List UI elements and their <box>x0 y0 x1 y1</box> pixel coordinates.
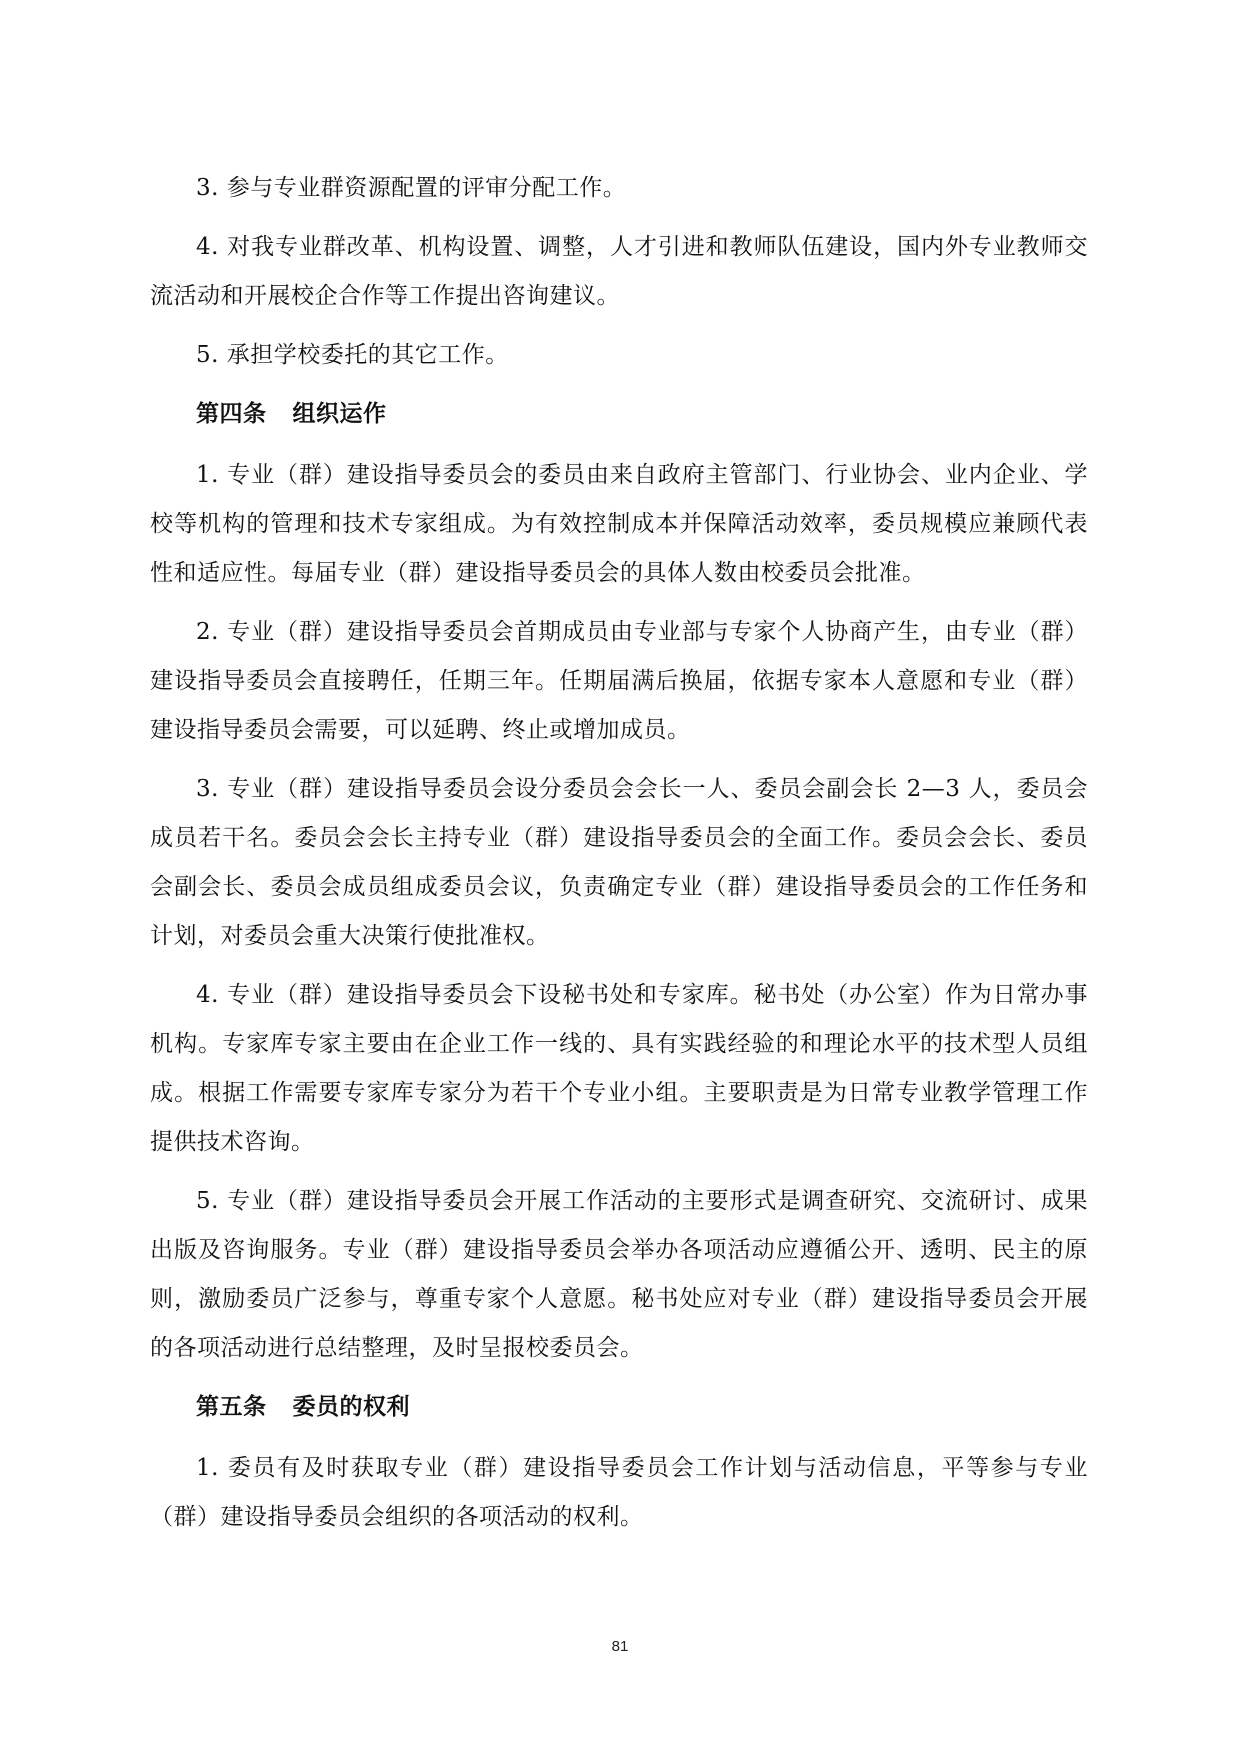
section-title: 委员的权利 <box>292 1394 410 1420</box>
section-number: 第五条 <box>196 1394 267 1420</box>
paragraph-organization-1: 1. 专业（群）建设指导委员会的委员由来自政府主管部门、行业协会、业内企业、学校等机构的管理和技术专家组成。为有效控制成本并保障活动效率，委员规模应兼顾代表性和适应性。每届专业（群）建设指导委员会的具体人数由校委员会批准。 <box>150 462 1088 586</box>
section-title: 组织运作 <box>292 401 387 427</box>
page-number: 81 <box>611 1638 629 1655</box>
section-heading-4 <box>150 390 1088 439</box>
paragraph-organization-3: 3. 专业（群）建设指导委员会设分委员会会长一人、委员会副会长 2—3 人，委员会成员若干名。委员会会长主持专业（群）建设指导委员会的全面工作。委员会会长、委员会副会长、委员会成员组成委员会议，负责确定专业（群）建设指导委员会的工作任务和计划，对委员会重大决策行使批准权。 <box>150 776 1088 949</box>
paragraph-item-5: 5. 承担学校委托的其它工作。 <box>196 342 509 368</box>
section-heading-5 <box>150 1383 1088 1432</box>
paragraph-organization-2: 2. 专业（群）建设指导委员会首期成员由专业部与专家个人协商产生，由专业（群）建设指导委员会直接聘任，任期三年。任期届满后换届，依据专家本人意愿和专业（群）建设指导委员会需要，可以延聘、终止或增加成员。 <box>150 619 1088 743</box>
section-number: 第四条 <box>196 401 267 427</box>
paragraph-item-3: 3. 参与专业群资源配置的评审分配工作。 <box>196 175 627 201</box>
paragraph-organization-4: 4. 专业（群）建设指导委员会下设秘书处和专家库。秘书处（办公室）作为日常办事机构。专家库专家主要由在企业工作一线的、具有实践经验的和理论水平的技术型人员组成。根据工作需要专家库专家分为若干个专业小组。主要职责是为日常专业教学管理工作提供技术咨询。 <box>150 982 1088 1155</box>
page-content <box>150 164 1088 1552</box>
paragraph-item-4: 4. 对我专业群改革、机构设置、调整，人才引进和教师队伍建设，国内外专业教师交流活动和开展校企合作等工作提出咨询建议。 <box>150 234 1088 309</box>
paragraph-organization-5: 5. 专业（群）建设指导委员会开展工作活动的主要形式是调查研究、交流研讨、成果出版及咨询服务。专业（群）建设指导委员会举办各项活动应遵循公开、透明、民主的原则，激励委员广泛参与，尊重专家个人意愿。秘书处应对专业（群）建设指导委员会开展的各项活动进行总结整理，及时呈报校委员会。 <box>150 1188 1088 1361</box>
paragraph-rights-1: 1. 委员有及时获取专业（群）建设指导委员会工作计划与活动信息，平等参与专业（群）建设指导委员会组织的各项活动的权利。 <box>150 1455 1088 1530</box>
